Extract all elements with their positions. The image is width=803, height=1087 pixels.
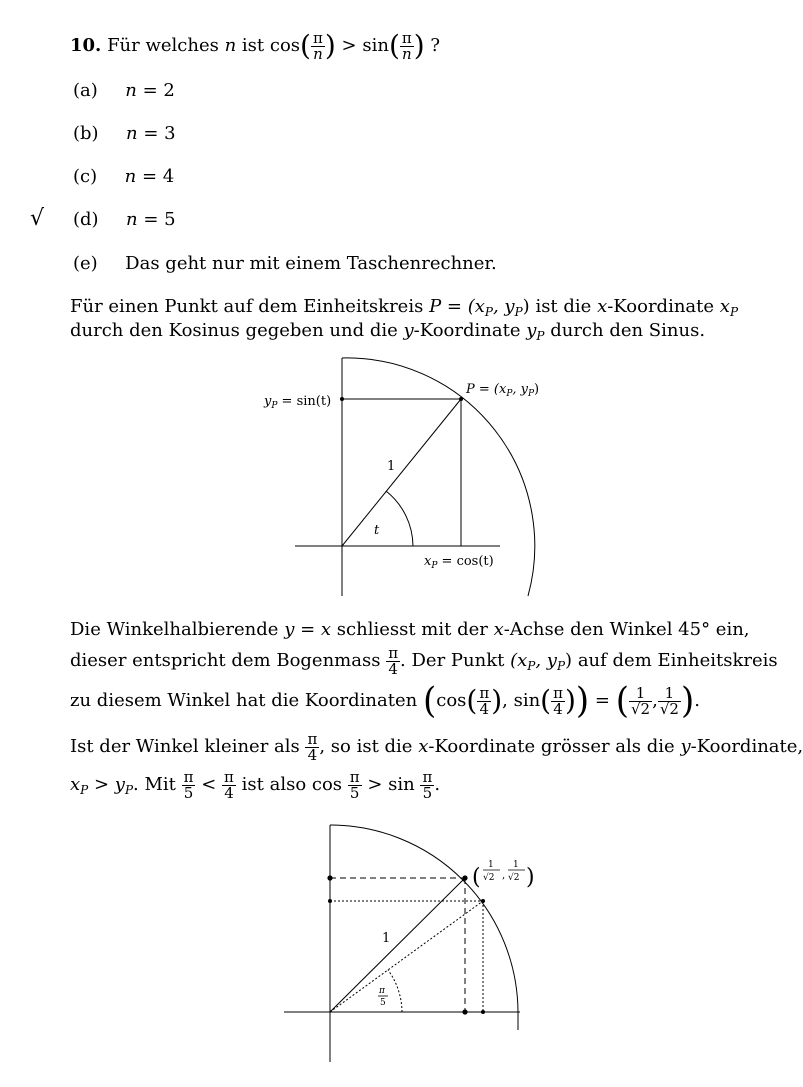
option-text: = 4 [141, 166, 175, 187]
svg-text:(: ( [472, 865, 481, 890]
fig2-point-pi5 [481, 899, 485, 903]
option-a [73, 80, 175, 102]
explanation-para-2-line-3: zu diesem Winkel hat die Koordinaten (cos( $\frac{\pi}{4}$ ), sin( $\frac{\pi}{4}$ )) = ( $\frac{1}{√2}$ , $\frac{1}{√2}$ ). [70, 680, 700, 722]
fig2-xaxis-point-pi4 [462, 1009, 467, 1014]
fig2-label-one: 1 [382, 931, 391, 946]
explanation-para-1-line-1: Für einen Punkt auf dem Einheitskreis $P = (x_P$, $y_P$) ist die x-Koordinate $x_P$ [70, 296, 739, 319]
fig2-angle-arc [388, 970, 402, 1012]
unit-circle-figure-1 [0, 350, 768, 600]
fig1-label-P: $P = (x_P$, $y_P$) [466, 382, 540, 399]
fig1-point-P [459, 397, 463, 401]
fig2-radius-pi5 [330, 901, 483, 1012]
fig1-angle-arc [386, 491, 413, 546]
option-text: = 2 [142, 80, 175, 101]
stem-text: Für welches [107, 35, 219, 56]
option-var: n [126, 123, 138, 144]
fig2-radius-pi4 [330, 878, 465, 1012]
option-e [73, 253, 497, 275]
option-label: (e) [73, 253, 98, 274]
stem-frac-2: $\frac{\pi}{n}$ [401, 28, 412, 63]
correct-checkmark: √ [30, 206, 45, 231]
option-c [73, 166, 174, 188]
explanation-para-2-line-1: Die Winkelhalbierende y = x schliesst mit der x-Achse den Winkel 45° ein, [70, 619, 750, 640]
fig2-pt-num-1: 1 [488, 860, 494, 870]
fig2-point-pi4 [462, 875, 467, 880]
option-label: (b) [73, 123, 99, 144]
option-var: n [125, 80, 137, 101]
fig2-pt-den-1: √2 [483, 873, 495, 883]
fig2-angle-den: 5 [380, 998, 386, 1008]
stem-ist: ist [241, 35, 265, 56]
fig2-pt-den-2: √2 [508, 873, 520, 883]
option-b [73, 123, 176, 145]
fig2-angle-num: π [379, 986, 385, 996]
question-stem: 10. Für welches n ist cos( $\frac{\pi}{n}$ ) > sin( $\frac{\pi}{n}$ ) ? [70, 28, 441, 63]
fig2-unit-circle-arc [330, 825, 518, 1030]
explanation-para-3-line-2: $x_P > y_P$. Mit $\frac{\pi}{5}$ < $\frac{\pi}{4}$ ist also cos $\frac{\pi}{5}$ > sin $\frac{\pi}{5}$ . [70, 767, 441, 802]
fig1-label-xp: $x_P = \cos(t)$ [424, 554, 494, 571]
stem-sin: sin [362, 35, 389, 56]
svg-text:,: , [502, 870, 506, 881]
fig1-label-t: t [374, 523, 380, 538]
fig1-point-yp [340, 397, 344, 401]
svg-text:): ) [526, 865, 535, 890]
explanation-para-1-line-2: durch den Kosinus gegeben und die y-Koordinate $y_P$ durch den Sinus. [70, 320, 706, 343]
one-over-sqrt2-frac: $\frac{1}{√2}$ [631, 683, 651, 718]
question-number: 10. [70, 35, 102, 56]
fig1-radius [342, 399, 461, 546]
option-var: n [124, 166, 137, 187]
fig2-pt-num-2: 1 [513, 860, 519, 870]
fig2-xaxis-point-pi5 [481, 1010, 485, 1014]
stem-question-mark: ? [430, 35, 441, 56]
explanation-para-3-line-1: Ist der Winkel kleiner als $\frac{\pi}{4}$ , so ist die x-Koordinate grösser als die y-Koordinate, [70, 729, 803, 764]
option-text: = 5 [143, 209, 176, 230]
pi-over-4-frac: $\frac{\pi}{4}$ [388, 643, 399, 678]
option-d [73, 209, 176, 231]
stem-cos: cos [269, 35, 301, 56]
option-label: (a) [73, 80, 98, 101]
stem-gt: > [341, 35, 357, 56]
option-label: (d) [73, 209, 99, 230]
option-var: n [126, 209, 138, 230]
stem-var: n [224, 35, 237, 56]
explanation-para-2-line-2: dieser entspricht dem Bogenmass $\frac{\pi}{4}$ . Der Punkt ($x_P$, $y_P$) auf dem Einheitskreis [70, 643, 778, 678]
option-label: (c) [73, 166, 98, 187]
unit-circle-figure-2 [0, 815, 768, 1070]
fig2-yaxis-point-pi4 [327, 875, 332, 880]
option-text: = 3 [143, 123, 176, 144]
fig1-label-one: 1 [387, 459, 396, 474]
fig1-label-yp: $y_P = \sin(t)$ [264, 394, 332, 411]
stem-frac-1: $\frac{\pi}{n}$ [312, 28, 323, 63]
option-text: Das geht nur mit einem Taschenrechner. [125, 253, 497, 274]
fig2-yaxis-point-pi5 [328, 899, 332, 903]
